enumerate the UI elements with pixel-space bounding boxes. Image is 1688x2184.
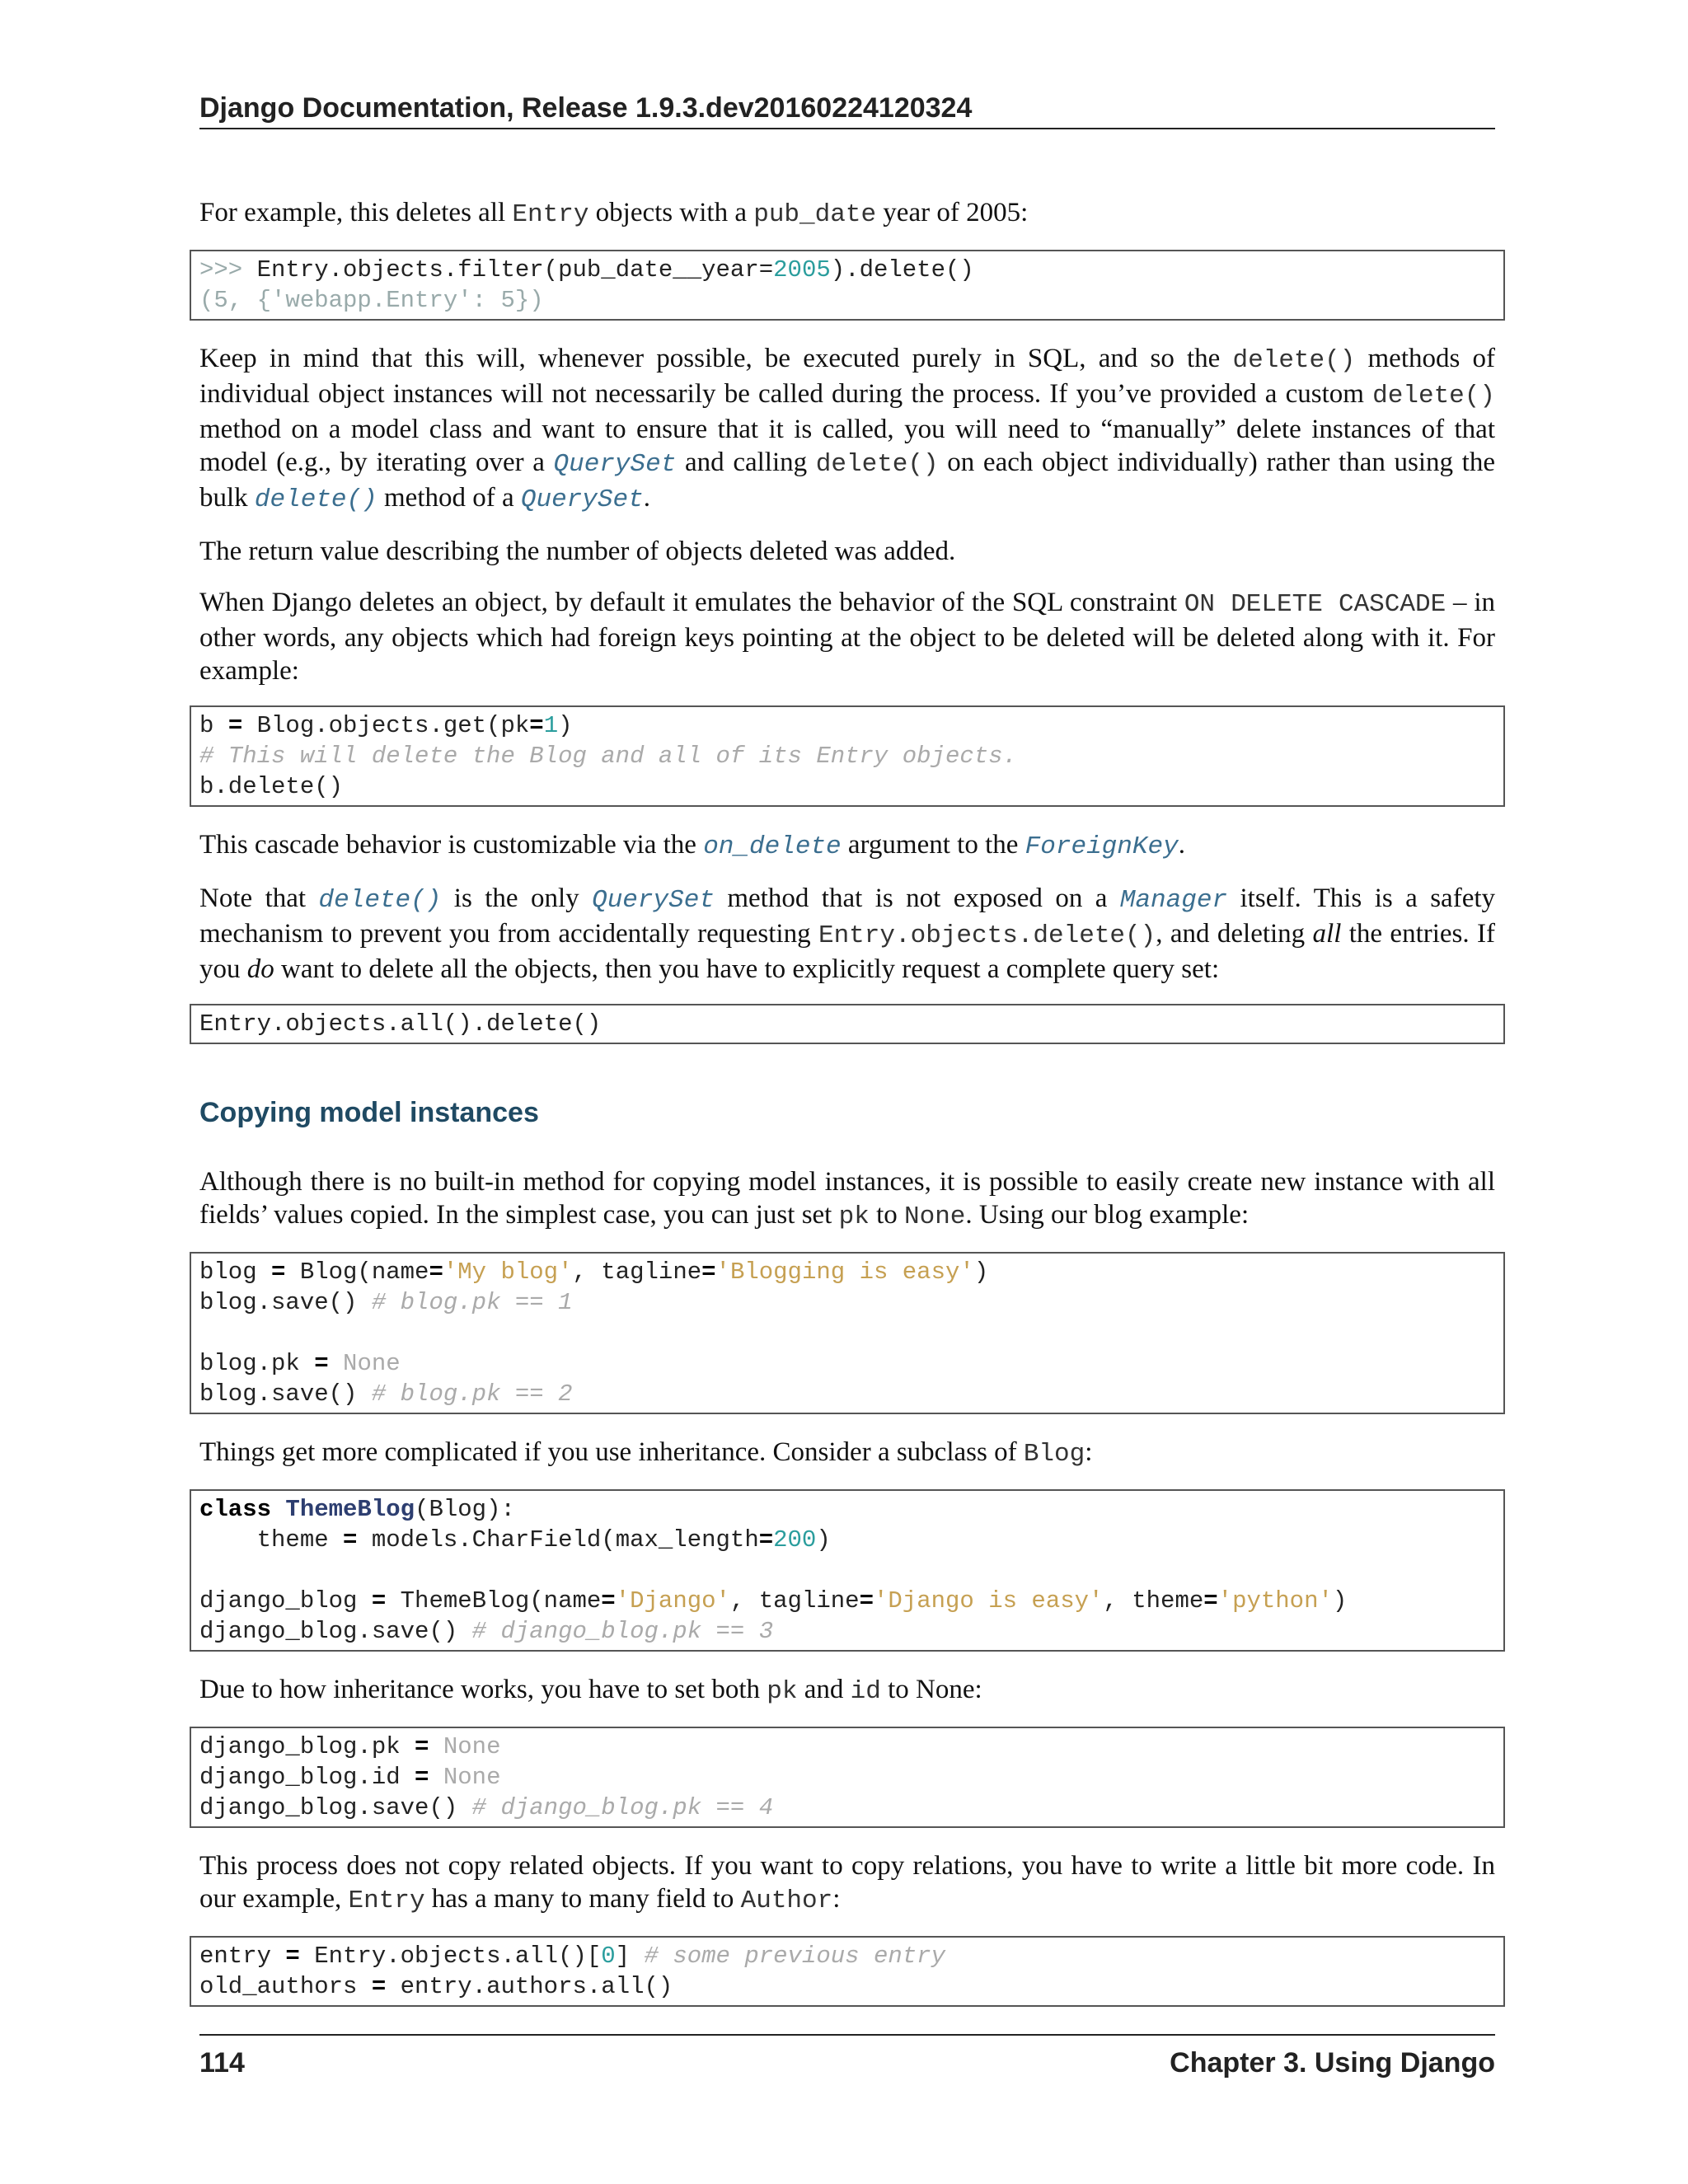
page-content: [199, 196, 1495, 2028]
code-block-pk-id: django_blog.pk = None django_blog.id = None django_blog.save() # django_blog.pk == 4: [190, 1727, 1505, 1828]
link-delete[interactable]: delete(): [318, 886, 442, 915]
code-block-themeblog: class ThemeBlog(Blog): theme = models.CharField(max_length=200) django_blog = ThemeBlog(name='Django', tagline='Django is easy', theme='python') django_blog.save() # django_blog.pk == 3: [190, 1489, 1505, 1652]
link-queryset[interactable]: QuerySet: [520, 485, 644, 514]
paragraph-cascade: When Django deletes an object, by default it emulates the behavior of the SQL constraint ON DELETE CASCADE – in other words, any objects which had foreign keys pointing at the object to be deleted will be deleted along with it. For example:: [199, 588, 1495, 686]
page-header: Django Documentation, Release 1.9.3.dev20160224120324: [199, 92, 1495, 129]
page-number: 114: [199, 2047, 245, 2079]
link-foreignkey[interactable]: ForeignKey: [1025, 832, 1179, 861]
paragraph-sql-note: Keep in mind that this will, whenever possible, be executed purely in SQL, and so the delete() methods of individual object instances will not necessarily be called during the process. If you’ve provided a custom delete() method on a model class and want to ensure that it is called, you will need to “manually” delete instances of that model (e.g., by iterating over a QuerySet and calling delete() on each object individually) rather than using the bulk delete() method of a QuerySet.: [199, 344, 1495, 514]
code-block-cascade: b = Blog.objects.get(pk=1) # This will delete the Blog and all of its Entry objects. b.delete(): [190, 705, 1505, 807]
link-manager[interactable]: Manager: [1119, 886, 1228, 915]
code-block-blog-copy: blog = Blog(name='My blog', tagline='Blogging is easy') blog.save() # blog.pk == 1 blog.pk = None blog.save() # blog.pk == 2: [190, 1252, 1505, 1414]
code-block-authors: entry = Entry.objects.all()[0] # some previous entry old_authors = entry.authors.all(): [190, 1936, 1505, 2007]
chapter-title: Chapter 3. Using Django: [1170, 2047, 1495, 2079]
section-heading: Copying model instances: [199, 1097, 539, 1128]
paragraph-copying: Although there is no built-in method for copying model instances, it is possible to easily create new instance with all fields’ values copied. In the simplest case, you can just set pk to None. Using our blog example:: [199, 1167, 1495, 1231]
link-on-delete[interactable]: on_delete: [703, 832, 842, 861]
paragraph-delete-example: For example, this deletes all Entry objects with a pub_date year of 2005:: [199, 198, 1029, 229]
link-delete[interactable]: delete(): [254, 485, 377, 514]
link-queryset[interactable]: QuerySet: [592, 886, 715, 915]
paragraph-return-value: The return value describing the number of objects deleted was added.: [199, 537, 956, 566]
paragraph-on-delete: This cascade behavior is customizable via the on_delete argument to the ForeignKey.: [199, 830, 1185, 861]
paragraph-related-objects: This process does not copy related objects. If you want to copy relations, you have to write a little bit more code. In our example, Entry has a many to many field to Author:: [199, 1851, 1495, 1915]
code-block-delete-all: Entry.objects.all().delete(): [190, 1004, 1505, 1044]
paragraph-manager-note: Note that delete() is the only QuerySet method that is not exposed on a Manager itself. This is a safety mechanism to prevent you from accidentally requesting Entry.objects.delete(), and deleting all the entries. If you do want to delete all the objects, then you have to explicitly request a complete query set:: [199, 883, 1496, 984]
paragraph-inheritance: Things get more complicated if you use inheritance. Consider a subclass of Blog:: [199, 1437, 1093, 1469]
inline-code: Entry: [512, 200, 589, 229]
page-footer: [199, 2034, 1495, 2079]
inline-code: pub_date: [753, 200, 877, 229]
paragraph-pk-id: Due to how inheritance works, you have to set both pk and id to None:: [199, 1675, 982, 1706]
link-queryset[interactable]: QuerySet: [553, 450, 677, 479]
code-block-filter-delete: >>> Entry.objects.filter(pub_date__year=2005).delete() (5, {'webapp.Entry': 5}): [190, 250, 1505, 321]
